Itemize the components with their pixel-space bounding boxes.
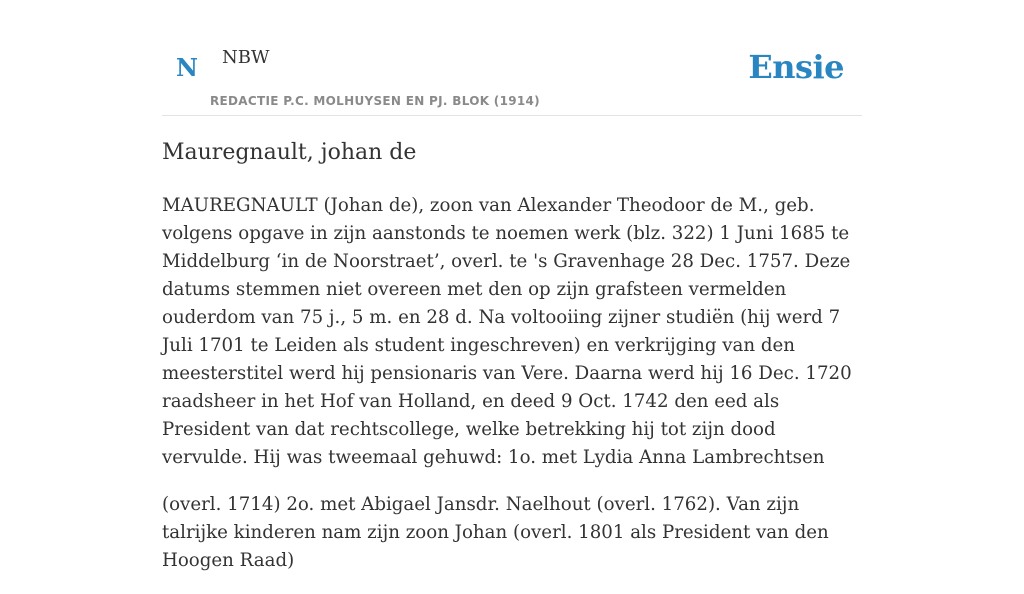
- source-name[interactable]: NBW: [222, 47, 270, 68]
- ensie-logo[interactable]: Ensie: [748, 48, 844, 86]
- entry-paragraph: (overl. 1714) 2o. met Abigael Jansdr. Naelhout (overl. 1762). Van zijn talrijke kinderen nam zijn zoon Johan (overl. 1801 als President van den Hoogen Raad): [162, 494, 829, 571]
- source-editor: REDACTIE P.C. MOLHUYSEN EN PJ. BLOK (1914): [210, 94, 540, 108]
- source-logo[interactable]: N: [176, 53, 198, 82]
- header: [162, 0, 862, 116]
- entry-title: Mauregnault, johan de: [162, 140, 417, 165]
- entry-paragraph: MAUREGNAULT (Johan de), zoon van Alexander Theodoor de M., geb. volgens opgave in zijn aanstonds te noemen werk (blz. 322) 1 Juni 1685 te Middelburg ‘in de Noorstraet’, overl. te 's Gravenhage 28 Dec. 1757. Deze datums stemmen niet overeen met den op zijn grafsteen vermelden ouderdom van 75 j., 5 m. en 28 d. Na voltooiing zijner studiën (hij werd 7 Juli 1701 te Leiden als student ingeschreven) en verkrijging van den meesterstitel werd hij pensionaris van Vere. Daarna werd hij 16 Dec. 1720 raadsheer in het Hof van Holland, en deed 9 Oct. 1742 den eed als President van dat rechtscollege, welke betrekking hij tot zijn dood vervulde. Hij was tweemaal gehuwd: 1o. met Lydia Anna Lambrechtsen: [162, 195, 852, 468]
- entry-body: [162, 192, 862, 594]
